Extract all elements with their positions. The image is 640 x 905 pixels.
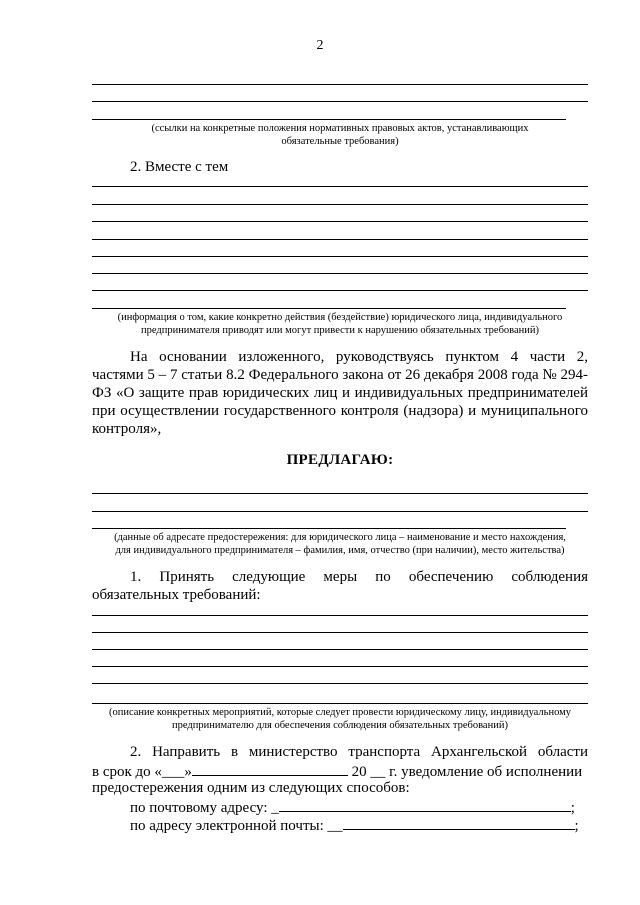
fill-line [92,256,588,257]
caption-violations-info: (информация о том, какие конкретно действия (бездействие) юридического лица, индивидуального предпринимателя приводят или могут привести к нарушению обязательных требований) [117,312,563,336]
fill-line [92,632,588,633]
fill-line [92,119,566,120]
email-address-line: по адресу электронной почты: __ ; [130,815,579,835]
caption-measures-description: (описание конкретных мероприятий, которые следует провести юридическому лицу, индивидуальному предпринимателю для обеспечения соблюдения обязательных требований) [108,707,572,731]
fill-line [92,101,588,102]
fill-line [92,511,588,512]
fill-line [92,84,588,85]
fill-line [92,703,588,704]
measure-2-line-1: 2. Направить в министерство транспорта Архангельской области [130,744,588,760]
deadline-blank [192,761,348,776]
page-number: 2 [316,38,324,53]
fill-line [92,239,588,240]
postal-address-blank [279,797,571,812]
measure-1-text: 1. Принять следующие меры по обеспечению соблюдения обязательных требований: [92,569,588,603]
fill-line [92,273,588,274]
postal-address-line: по почтовому адресу: _ ; [130,797,575,817]
item-2-heading: 2. Вместе с тем [130,159,229,175]
fill-line [92,683,588,684]
fill-line [92,186,588,187]
fill-line [92,528,566,529]
email-address-blank [343,815,575,830]
measure-2-line-2: в срок до «___» 20 __ г. уведомление об исполнении [92,761,582,781]
fill-line [92,221,588,222]
propose-heading: ПРЕДЛАГАЮ: [286,452,394,468]
caption-legal-references: (ссылки на конкретные положения нормативных правовых актов, устанавливающих обязательные требования) [151,123,529,147]
basis-paragraph: На основании изложенного, руководствуясь пунктом 4 части 2, частями 5 – 7 статьи 8.2 Федерального закона от 26 декабря 2008 года № 294-ФЗ «О защите прав юридических лиц и индивидуальных предпринимателей при осуществлении государственного контроля (надзора) и муниципального контроля», [92,349,588,437]
caption-addressee-data: (данные об адресате предостережения: для юридического лица – наименование и место нахождения, для индивидуального предпринимателя – фамилия, имя, отчество (при наличии), место жительства) [114,532,566,556]
fill-line [92,649,588,650]
fill-line [92,666,588,667]
measure-2-line-3: предостережения одним из следующих способов: [92,780,410,796]
fill-line [92,308,566,309]
fill-line [92,204,588,205]
fill-line [92,615,588,616]
fill-line [92,290,588,291]
fill-line [92,493,588,494]
